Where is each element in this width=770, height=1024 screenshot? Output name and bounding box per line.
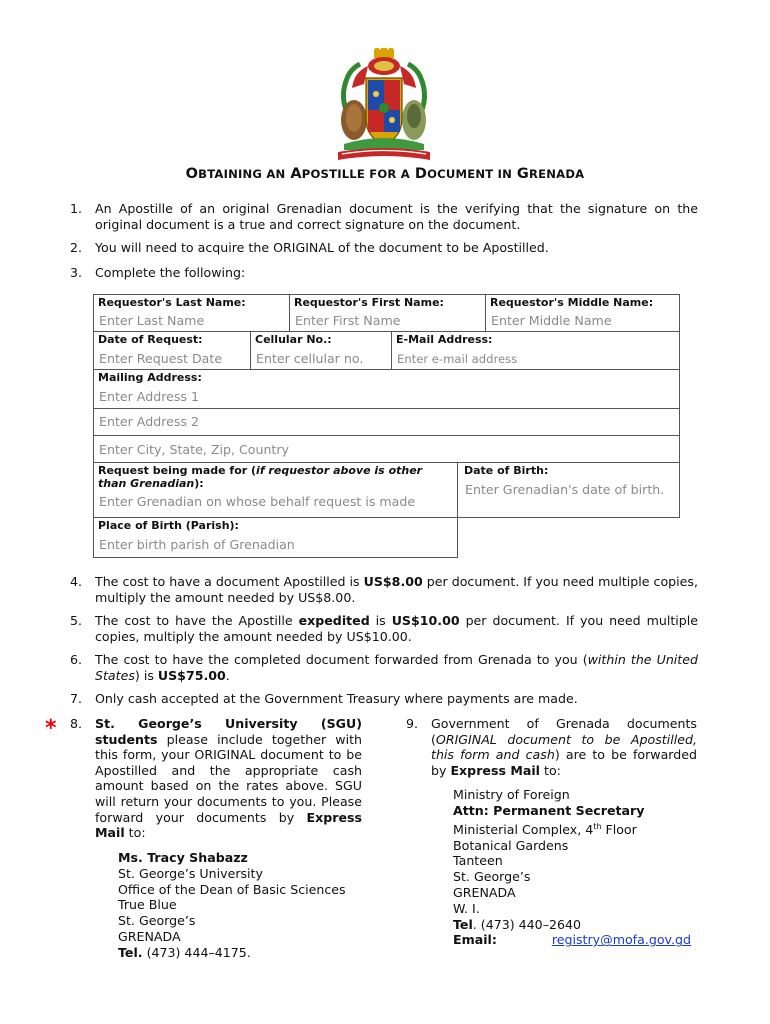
list-item-9: 9. Government of Grenada documents (ORIGINAL document to be Apostilled, this form and cash) are to be forwarded by Express Mail to: bbox=[406, 716, 697, 778]
last-name-field[interactable]: Requestor's Last Name: Enter Last Name bbox=[93, 294, 290, 332]
list-item-8: 8. St. George’s University (SGU) students please include together with this form, your ORIGINAL document to be Apostilled and the appropriate cash amount based on the rates above. SGU will return your documents to you. Please forward your documents by Express Mail to: bbox=[70, 716, 362, 841]
list-item-4: 4. The cost to have a document Apostilled is US$8.00 per document. If you need multiple copies, multiply the amount needed by US$8.00. bbox=[70, 574, 698, 605]
grenada-coat-of-arms-icon bbox=[330, 48, 438, 164]
request-for-field[interactable]: Request being made for (if requestor above is other than Grenadian): Enter Grenadian on whose behalf request is made bbox=[93, 462, 458, 518]
gov-mailing-address: Ministry of Foreign Attn: Permanent Secretary Ministerial Complex, 4th Floor Botanical Gardens Tanteen St. George’s GRENADA W. I. Tel. (473) 440–2640 Email: registry@mofa.gov.gd bbox=[453, 787, 691, 948]
middle-name-field[interactable]: Requestor's Middle Name: Enter Middle Name bbox=[485, 294, 680, 332]
sgu-mailing-address: Ms. Tracy Shabazz St. George’s University Office of the Dean of Basic Sciences True Blue St. George’s GRENADA Tel. (473) 444–4175. bbox=[118, 850, 346, 960]
date-of-birth-field[interactable]: Date of Birth: Enter Grenadian's date of birth. bbox=[457, 462, 680, 518]
list-item-3: 3. Complete the following: bbox=[70, 265, 246, 280]
list-item-5: 5. The cost to have the Apostille expedited is US$10.00 per document. If you need multiple copies, multiply the amount needed by US$10.00. bbox=[70, 613, 699, 644]
apostille-request-form bbox=[93, 294, 680, 558]
list-item-7: 7. Only cash accepted at the Government Treasury where payments are made. bbox=[70, 691, 578, 706]
cellular-field[interactable]: Cellular No.: Enter cellular no. bbox=[250, 331, 392, 370]
email-link[interactable]: registry@mofa.gov.gd bbox=[551, 932, 691, 948]
city-state-zip-field[interactable]: Enter City, State, Zip, Country bbox=[93, 435, 680, 463]
address-line-2-field[interactable]: Enter Address 2 bbox=[93, 408, 680, 436]
email-label: Email: bbox=[453, 932, 497, 948]
address-line-1-field[interactable]: Mailing Address: Enter Address 1 bbox=[93, 369, 680, 409]
list-item-1: 1. An Apostille of an original Grenadian document is the verifying that the signature on the original document is a true and correct signature on the document. bbox=[70, 201, 698, 232]
request-date-field[interactable]: Date of Request: Enter Request Date bbox=[93, 331, 251, 370]
important-marker: * bbox=[45, 716, 57, 741]
first-name-field[interactable]: Requestor's First Name: Enter First Name bbox=[289, 294, 486, 332]
list-item-2: 2. You will need to acquire the ORIGINAL of the document to be Apostilled. bbox=[70, 240, 549, 255]
list-item-6: 6. The cost to have the completed document forwarded from Grenada to you (within the United States) is US$75.00. bbox=[70, 652, 698, 683]
birthplace-field[interactable]: Place of Birth (Parish): Enter birth parish of Grenadian bbox=[93, 517, 458, 558]
page-title: OBTAINING AN APOSTILLE FOR A DOCUMENT IN GRENADA bbox=[185, 166, 585, 182]
email-field[interactable]: E-Mail Address: Enter e-mail address bbox=[391, 331, 680, 370]
